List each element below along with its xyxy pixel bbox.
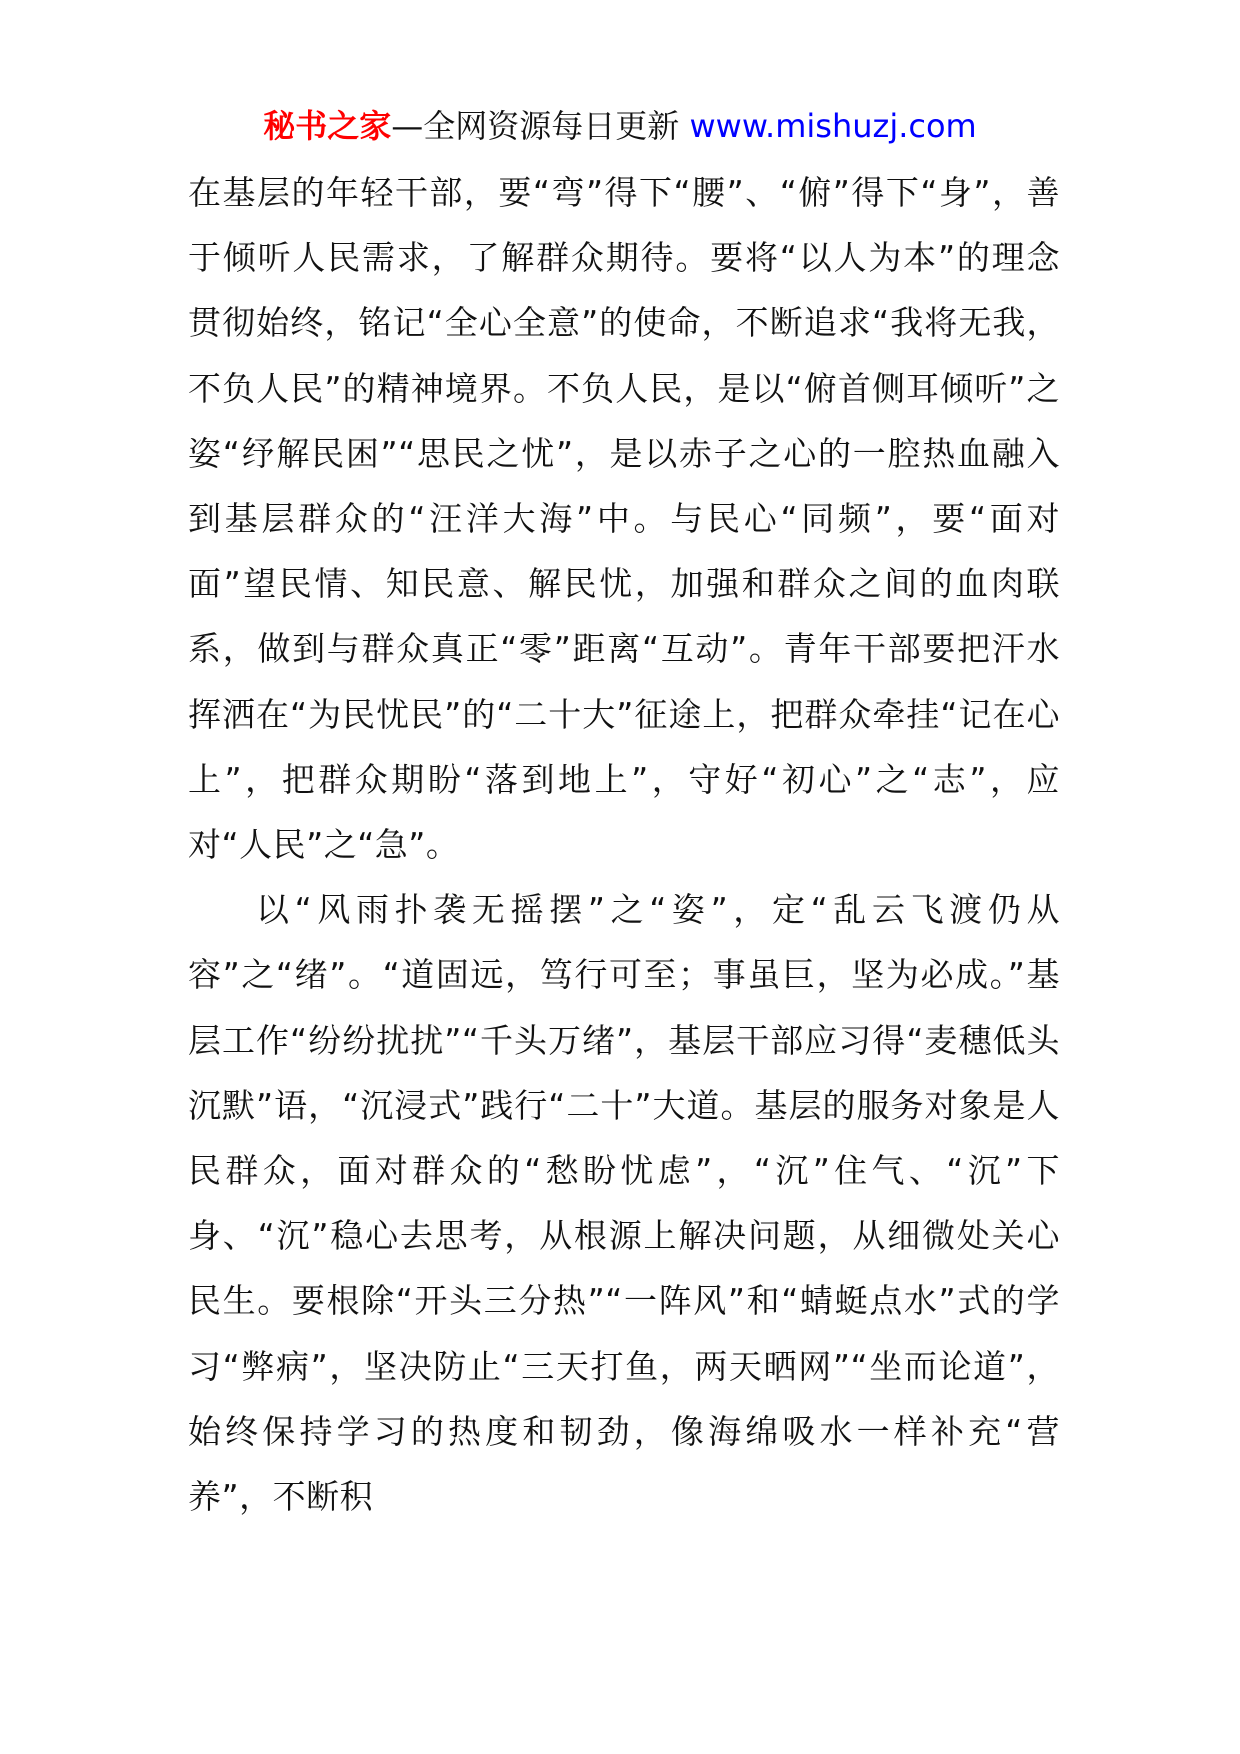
site-header <box>0 98 1240 154</box>
paragraph-continued: 在基层的年轻干部，要“弯”得下“腰”、“俯”得下“身”，善于倾听人民需求，了解群众期待。要将“以人为本”的理念贯彻始终，铭记“全心全意”的使命，不断追求“我将无我，不负人民”的精神境界。不负人民，是以“俯首侧耳倾听”之姿“纾解民困”“思民之忧”，是以赤子之心的一腔热血融入到基层群众的“汪洋大海”中。与民心“同频”，要“面对面”望民情、知民意、解民忧，加强和群众之间的血肉联系，做到与群众真正“零”距离“互动”。青年干部要把汗水挥洒在“为民忧民”的“二十大”征途上，把群众牵挂“记在心上”，把群众期盼“落到地上”，守好“初心”之“志”，应对“人民”之“急”。 <box>188 173 1060 865</box>
site-url-link[interactable]: www.mishuzj.com <box>689 107 977 145</box>
site-slogan: —全网资源每日更新 <box>391 107 680 145</box>
paragraph: 以“风雨扑袭无摇摆”之“姿”，定“乱云飞渡仍从容”之“绪”。“道固远，笃行可至；事虽巨，坚为必成。”基层工作“纷纷扰扰”“千头万绪”，基层干部应习得“麦穗低头沉默”语，“沉浸式”践行“二十”大道。基层的服务对象是人民群众，面对群众的“愁盼忧虑”，“沉”住气、“沉”下身、“沉”稳心去思考，从根源上解决问题，从细微处关心民生。要根除“开头三分热”“一阵风”和“蜻蜓点水”式的学习“弊病”，坚决防止“三天打鱼，两天晒网”“坐而论道”，始终保持学习的热度和韧劲，像海绵吸水一样补充“营养”，不断积 <box>188 890 1060 1517</box>
site-brand: 秘书之家 <box>263 107 392 145</box>
document-body <box>188 160 1060 1529</box>
